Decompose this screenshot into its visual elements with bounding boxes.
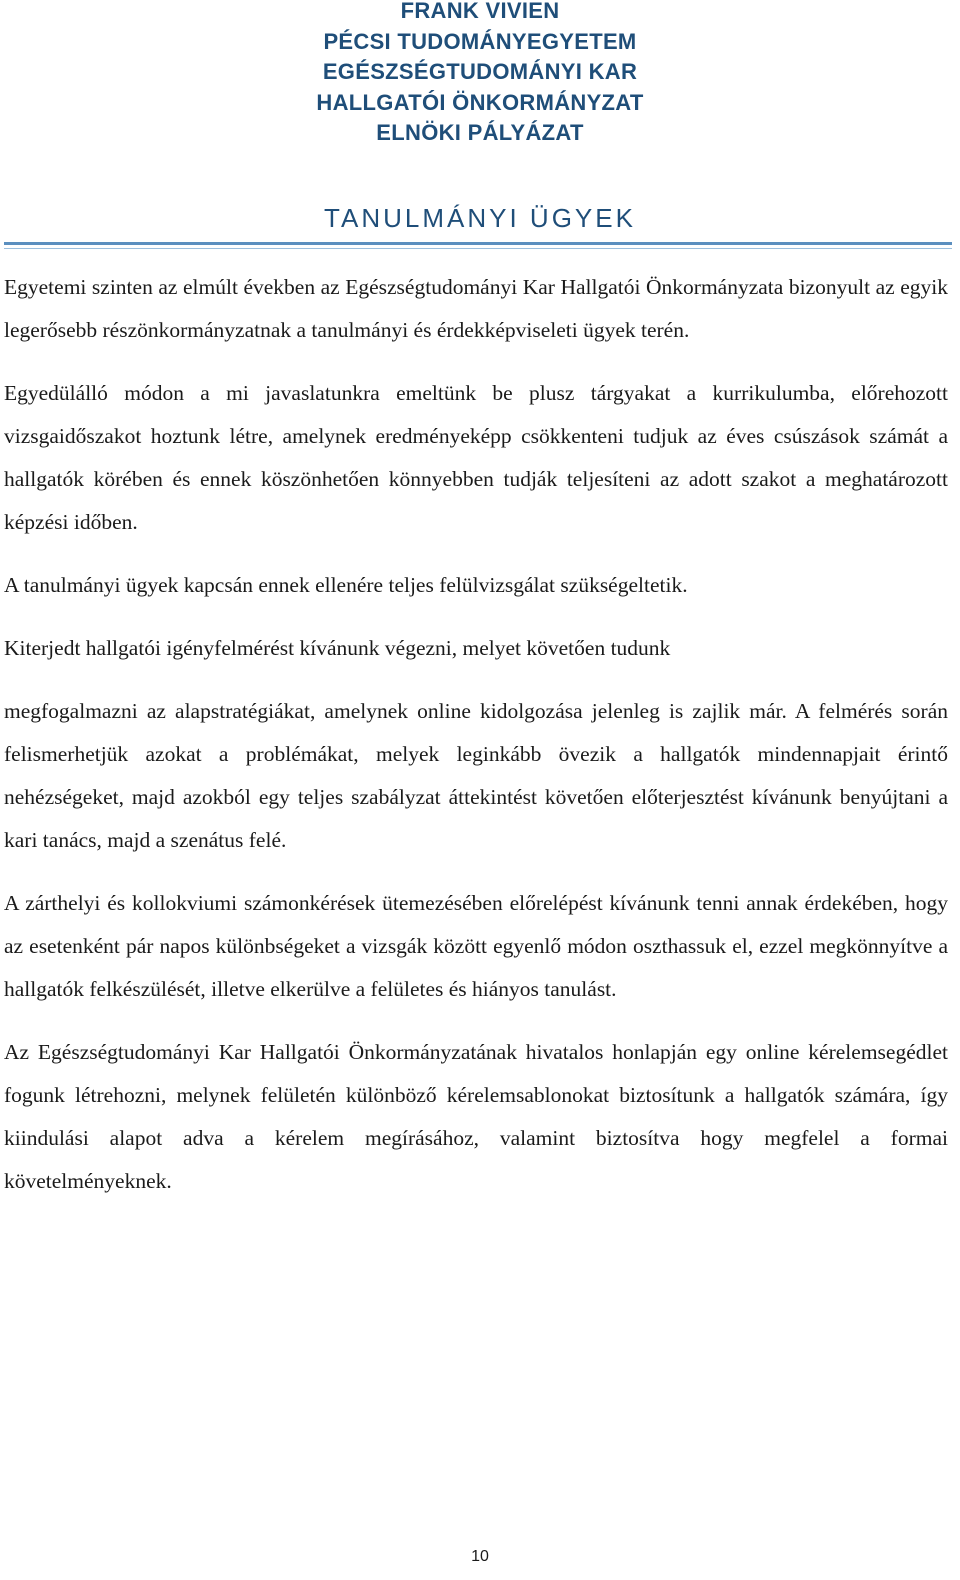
section-divider-thin	[4, 248, 952, 249]
paragraph: A zárthelyi és kollokviumi számonkérések ütemezésében előrelépést kívánunk tenni annak érdekében, hogy az esetenként pár napos különbségeket a vizsgák között egyenlő módon oszthassuk el, ezzel megkönnyítve a hallgatók felkészülését, illetve elkerülve a felületes és hiányos tanulást.	[4, 891, 948, 1001]
document-header	[0, 0, 960, 149]
paragraph: Egyetemi szinten az elmúlt években az Egészségtudományi Kar Hallgatói Önkormányzata bizonyult az egyik legerősebb részönkormányzatnak a tanulmányi és érdekképviseleti ügyek terén.	[4, 275, 948, 342]
section-title: TANULMÁNYI ÜGYEK	[324, 203, 636, 233]
university-name: PÉCSI TUDOMÁNYEGYETEM	[323, 28, 637, 54]
faculty-name: EGÉSZSÉGTUDOMÁNYI KAR	[322, 59, 638, 84]
section-divider	[4, 242, 952, 245]
page-number: 10	[471, 1548, 489, 1565]
paragraph: Egyedülálló módon a mi javaslatunkra emeltünk be plusz tárgyakat a kurrikulumba, előrehozott vizsgaidőszakot hoztunk létre, amelynek eredményeképp csökkenteni tudjuk az éves csúszások számát a hallgatók körében és ennek köszönhetően könnyebben tudják teljesíteni az adott szakot a meghatározott képzési időben.	[4, 381, 948, 534]
paragraph: A tanulmányi ügyek kapcsán ennek ellenére teljes felülvizsgálat szükségeltetik.	[4, 573, 688, 597]
document-type: ELNÖKI PÁLYÁZAT	[376, 120, 584, 145]
paragraph: Kiterjedt hallgatói igényfelmérést kívánunk végezni, melyet követően tudunk	[4, 636, 671, 660]
organization-name: HALLGATÓI ÖNKORMÁNYZAT	[316, 89, 644, 115]
body-text	[4, 266, 948, 1223]
author-name: FRANK VIVIEN	[400, 0, 560, 23]
paragraph: Az Egészségtudományi Kar Hallgatói Önkormányzatának hivatalos honlapján egy online kérelemsegédlet fogunk létrehozni, melynek felületén különböző kérelemsablonokat biztosítunk a hallgatók számára, így kiindulási alapot adva a kérelem megírásához, valamint biztosítva hogy megfelel a formai követelményeknek.	[4, 1040, 948, 1193]
paragraph: megfogalmazni az alapstratégiákat, amelynek online kidolgozása jelenleg is zajlik már. A felmérés során felismerhetjük azokat a problémákat, melyek leginkább övezik a hallgatók mindennapjait érintő nehézségeket, majd azokból egy teljes szabályzat áttekintést követően előterjesztést kívánunk benyújtani a kari tanács, majd a szenátus felé.	[4, 699, 948, 852]
